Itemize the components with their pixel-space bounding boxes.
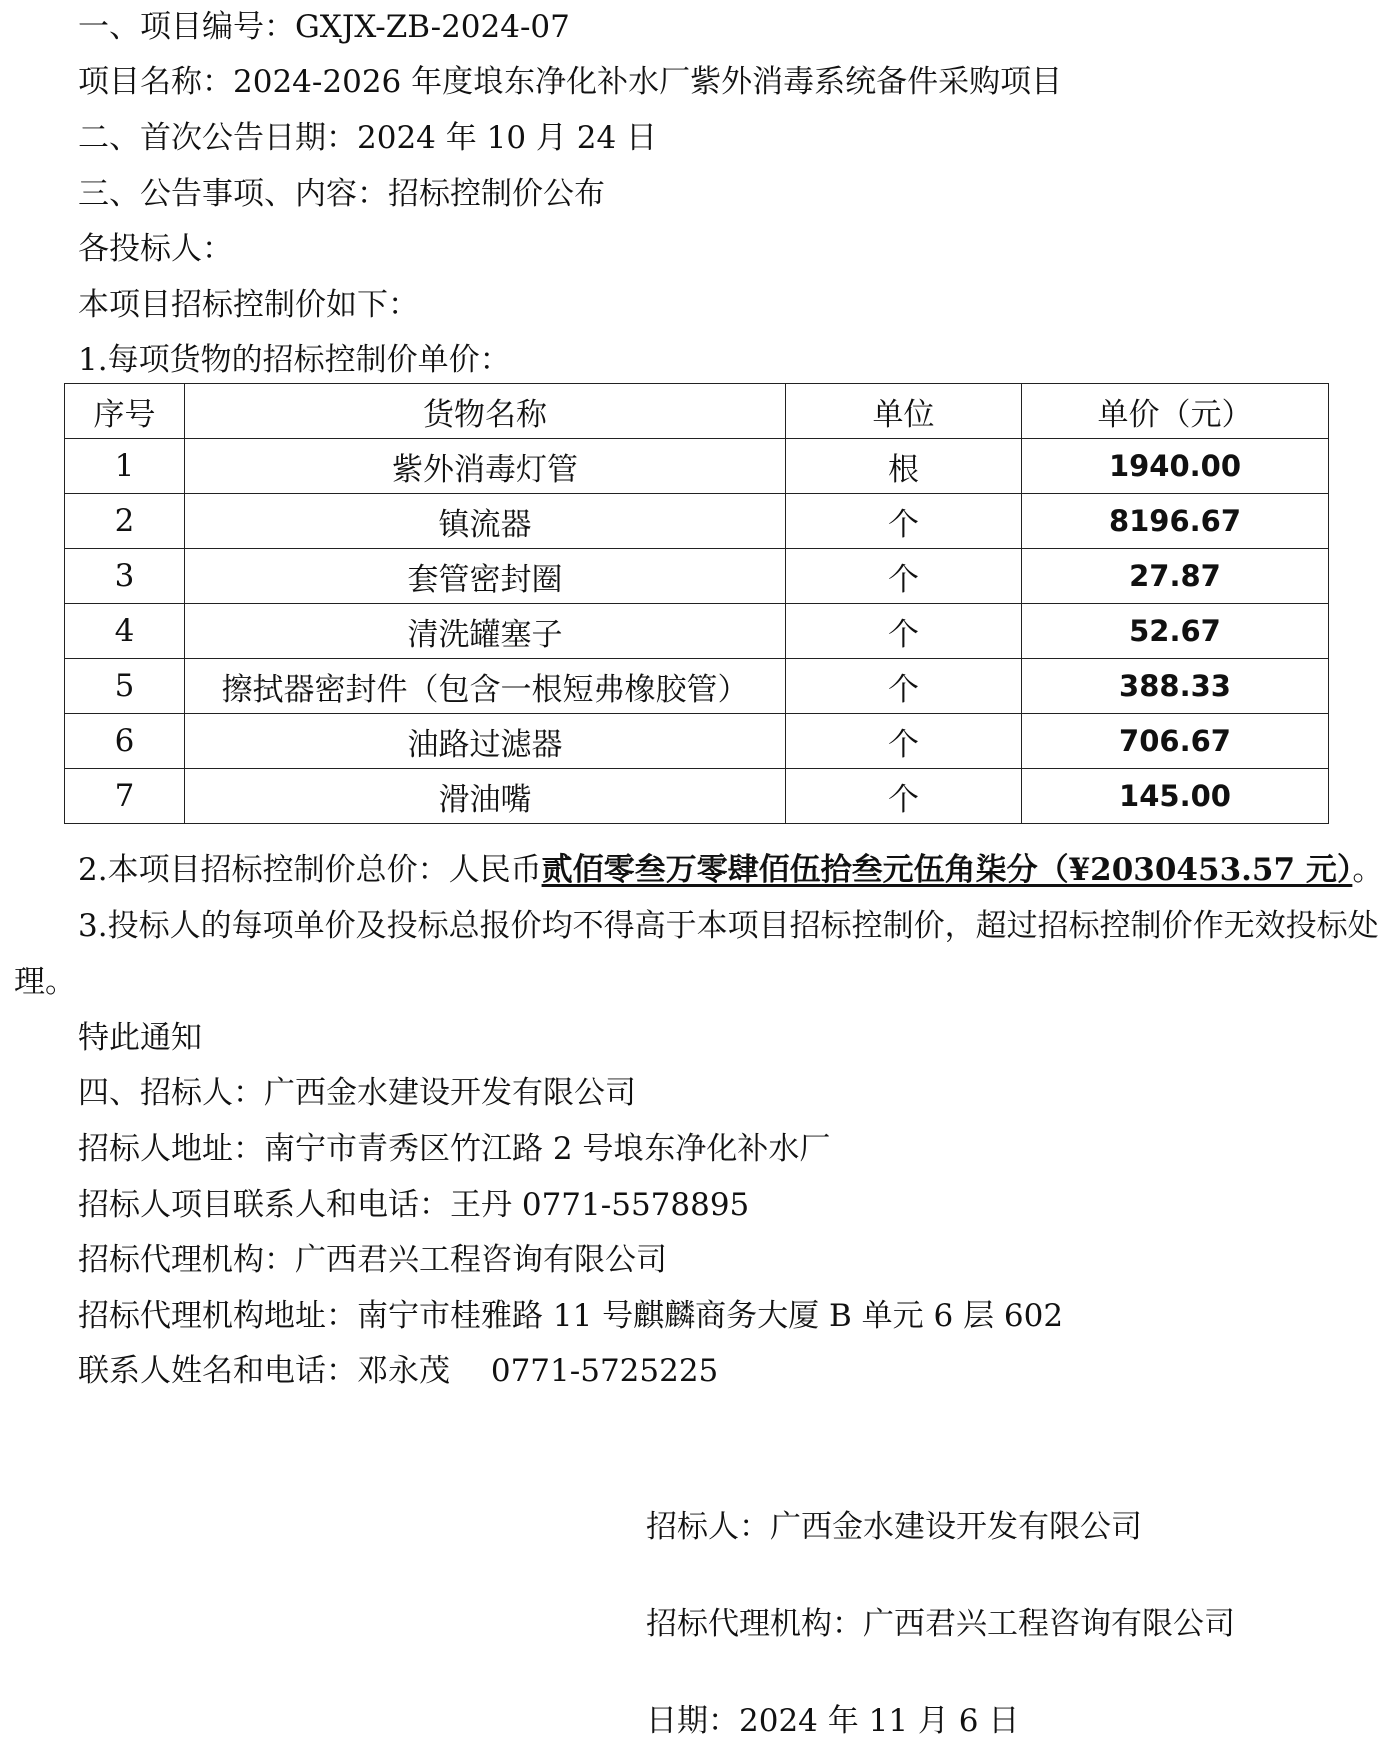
table-row — [65, 604, 1329, 659]
cell-name: 套管密封圈 — [185, 549, 786, 604]
intro: 本项目招标控制价如下： — [78, 287, 419, 323]
cell-unit: 个 — [786, 714, 1022, 769]
cell-name: 紫外消毒灯管 — [185, 439, 786, 494]
table-row — [65, 439, 1329, 494]
cell-no: 1 — [65, 439, 185, 494]
header-unit: 单位 — [786, 384, 1022, 439]
table-header-row — [65, 384, 1329, 439]
header-price: 单价（元） — [1022, 384, 1329, 439]
total-amount: 贰佰零叁万零肆佰伍拾叁元伍角柒分（¥2030453.57 元） — [541, 852, 1353, 888]
agency-address: 招标代理机构地址：南宁市桂雅路 11 号麒麟商务大厦 B 单元 6 层 602 — [78, 1298, 1064, 1334]
greeting: 各投标人： — [78, 231, 233, 267]
cell-price: 52.67 — [1022, 604, 1329, 659]
tenderer-address: 招标人地址：南宁市青秀区竹江路 2 号埌东净化补水厂 — [78, 1131, 831, 1167]
signature-agency: 招标代理机构：广西君兴工程咨询有限公司 — [646, 1606, 1235, 1642]
cell-unit: 根 — [786, 439, 1022, 494]
header-name: 货物名称 — [185, 384, 786, 439]
total-prefix: 2.本项目招标控制价总价：人民币 — [78, 852, 542, 888]
cell-price: 1940.00 — [1022, 439, 1329, 494]
cell-price: 27.87 — [1022, 549, 1329, 604]
cell-unit: 个 — [786, 769, 1022, 824]
agency-contact: 联系人姓名和电话：邓永茂 0771-5725225 — [78, 1353, 719, 1389]
rule-3: 3.投标人的每项单价及投标总报价均不得高于本项目招标控制价，超过招标控制价作无效投标处理。 — [14, 908, 1379, 1000]
table-row — [65, 549, 1329, 604]
tenderer-contact: 招标人项目联系人和电话：王丹 0771-5578895 — [78, 1187, 750, 1223]
table-row — [65, 769, 1329, 824]
price-table — [64, 383, 1329, 824]
cell-no: 2 — [65, 494, 185, 549]
cell-no: 6 — [65, 714, 185, 769]
cell-name: 油路过滤器 — [185, 714, 786, 769]
project-name: 项目名称：2024-2026 年度埌东净化补水厂紫外消毒系统备件采购项目 — [78, 64, 1063, 100]
cell-no: 5 — [65, 659, 185, 714]
agency: 招标代理机构：广西君兴工程咨询有限公司 — [78, 1242, 667, 1278]
table-row — [65, 714, 1329, 769]
table-row — [65, 659, 1329, 714]
notice-end: 特此通知 — [78, 1020, 202, 1056]
tenderer: 四、招标人：广西金水建设开发有限公司 — [78, 1075, 636, 1111]
signature-date: 日期：2024 年 11 月 6 日 — [646, 1703, 1020, 1739]
total-price-line — [78, 850, 1383, 890]
cell-no: 4 — [65, 604, 185, 659]
first-notice-date: 二、首次公告日期：2024 年 10 月 24 日 — [78, 120, 658, 156]
cell-unit: 个 — [786, 604, 1022, 659]
total-suffix: 。 — [1352, 852, 1384, 888]
cell-price: 706.67 — [1022, 714, 1329, 769]
cell-price: 8196.67 — [1022, 494, 1329, 549]
cell-price: 388.33 — [1022, 659, 1329, 714]
notice-items: 三、公告事项、内容：招标控制价公布 — [78, 176, 605, 212]
cell-name: 擦拭器密封件（包含一根短弗橡胶管） — [185, 659, 786, 714]
cell-unit: 个 — [786, 549, 1022, 604]
table-row — [65, 494, 1329, 549]
cell-name: 镇流器 — [185, 494, 786, 549]
header-no: 序号 — [65, 384, 185, 439]
cell-unit: 个 — [786, 659, 1022, 714]
item1-title: 1.每项货物的招标控制价单价： — [78, 342, 511, 378]
cell-no: 7 — [65, 769, 185, 824]
cell-name: 清洗罐塞子 — [185, 604, 786, 659]
cell-unit: 个 — [786, 494, 1022, 549]
cell-no: 3 — [65, 549, 185, 604]
cell-price: 145.00 — [1022, 769, 1329, 824]
project-number: 一、项目编号：GXJX-ZB-2024-07 — [78, 9, 570, 45]
cell-name: 滑油嘴 — [185, 769, 786, 824]
signature-tenderer: 招标人：广西金水建设开发有限公司 — [646, 1509, 1142, 1545]
